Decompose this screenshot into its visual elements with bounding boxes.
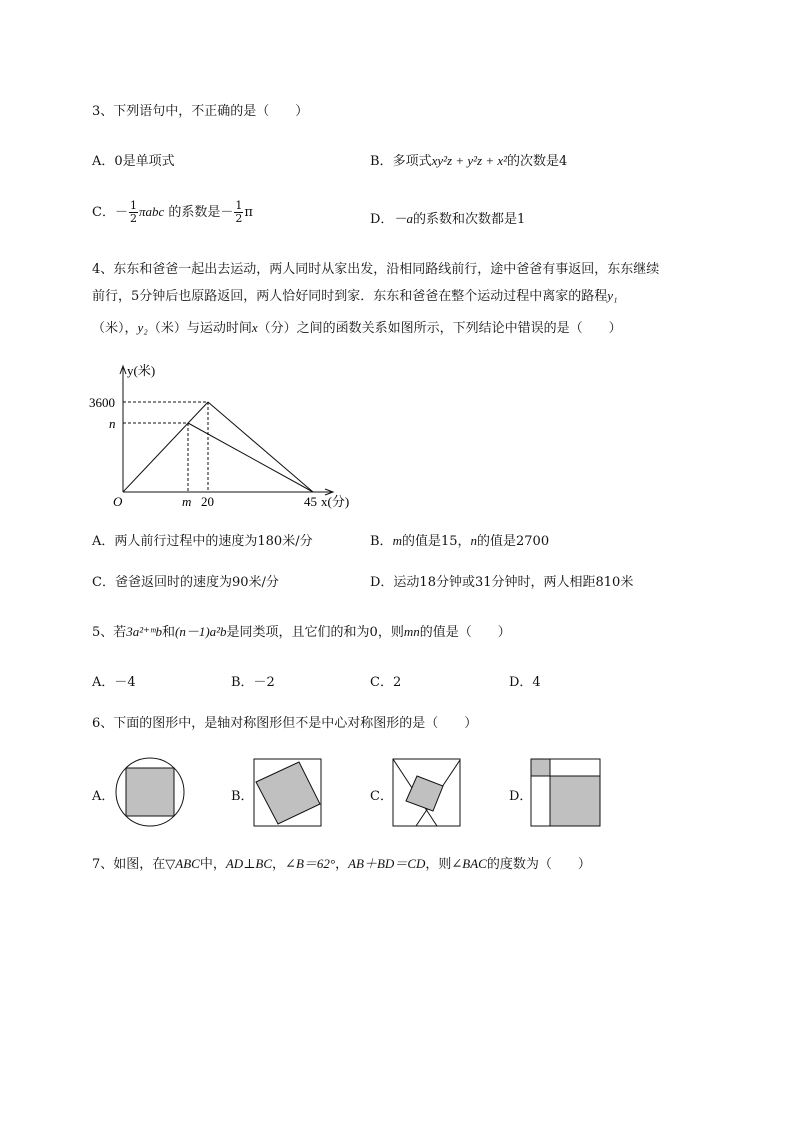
small-shaded-square [531,759,550,776]
q4-option-c: C．爸爸返回时的速度为90米/分 [92,575,279,590]
q6-figure-d [530,758,602,828]
q4-option-b: B．m的值是15，n的值是2700 [370,533,550,549]
line-out [123,402,208,492]
q5-option-d: D．4 [509,675,541,690]
q6-option-c-label: C． [370,789,393,804]
line-dongdong-return [208,402,313,492]
q3-option-b: B．多项式xy²z + y²z + x²的次数是4 [370,153,568,169]
q6-option-b-label: B． [231,789,254,804]
y-tick-n: n [109,416,116,431]
q4-option-a: A．两人前行过程中的速度为180米/分 [92,534,313,549]
q5-option-a: A．－4 [92,675,136,690]
q4-option-d: D．运动18分钟或31分钟时，两人相距810米 [370,575,634,590]
tilted-square [406,776,443,811]
x-tick-m: m [182,494,192,509]
q3-option-a: A．0是单项式 [92,154,175,169]
line-dad-return [188,423,313,492]
x-axis-label: x(分) [321,494,350,509]
q3-option-d: D．－a的系数和次数都是1 [370,211,526,227]
q6-option-d-label: D． [509,789,533,804]
x-tick-20: 20 [201,494,214,509]
q6-option-a-label: A． [92,789,115,804]
q4-stem-line1: 4、东东和爸爸一起出去运动，两人同时从家出发，沿相同路线前行，途中爸爸有事返回，东东继续 [92,262,660,277]
large-shaded-square [550,776,600,826]
y-tick-3600: 3600 [89,395,115,410]
q3-option-c: C．－ $\frac{1}{2}$ πabc 的系数是－ $\frac{1}{2}$ π [92,199,253,225]
q4-stem-line2: 前行，5分钟后也原路返回，两人恰好同时到家．东东和爸爸在整个运动过程中离家的路程y₁ [92,288,618,304]
x-tick-45: 45 [304,494,317,509]
q5-stem: 5、若3a²⁺ᵐb和(n－1)a²b是同类项，且它们的和为0，则mn的值是（ ） [92,624,511,640]
q5-option-b: B．－2 [231,675,275,690]
q4-graph [85,360,375,510]
q3-stem: 3、下列语句中，不正确的是（ ） [92,104,309,119]
q6-figure-c [392,758,462,828]
q6-figure-b [253,758,323,828]
y-axis-label: y(米) [127,363,156,378]
q6-figure-a [114,756,186,828]
q5-option-c: C．2 [370,675,402,690]
inscribed-square [126,768,174,816]
origin-label: O [113,494,123,509]
tilted-square [256,762,320,824]
q6-stem: 6、下面的图形中，是轴对称图形但不是中心对称图形的是（ ） [92,716,478,731]
q7-stem: 7、如图，在▽ABC中，AD⊥BC，∠B＝62°，AB＋BD＝CD，则∠BAC的度数为（ ） [92,856,591,872]
q4-stem-line3: （米），y₂（米）与运动时间x（分）之间的函数关系如图所示，下列结论中错误的是（ ） [92,320,622,336]
